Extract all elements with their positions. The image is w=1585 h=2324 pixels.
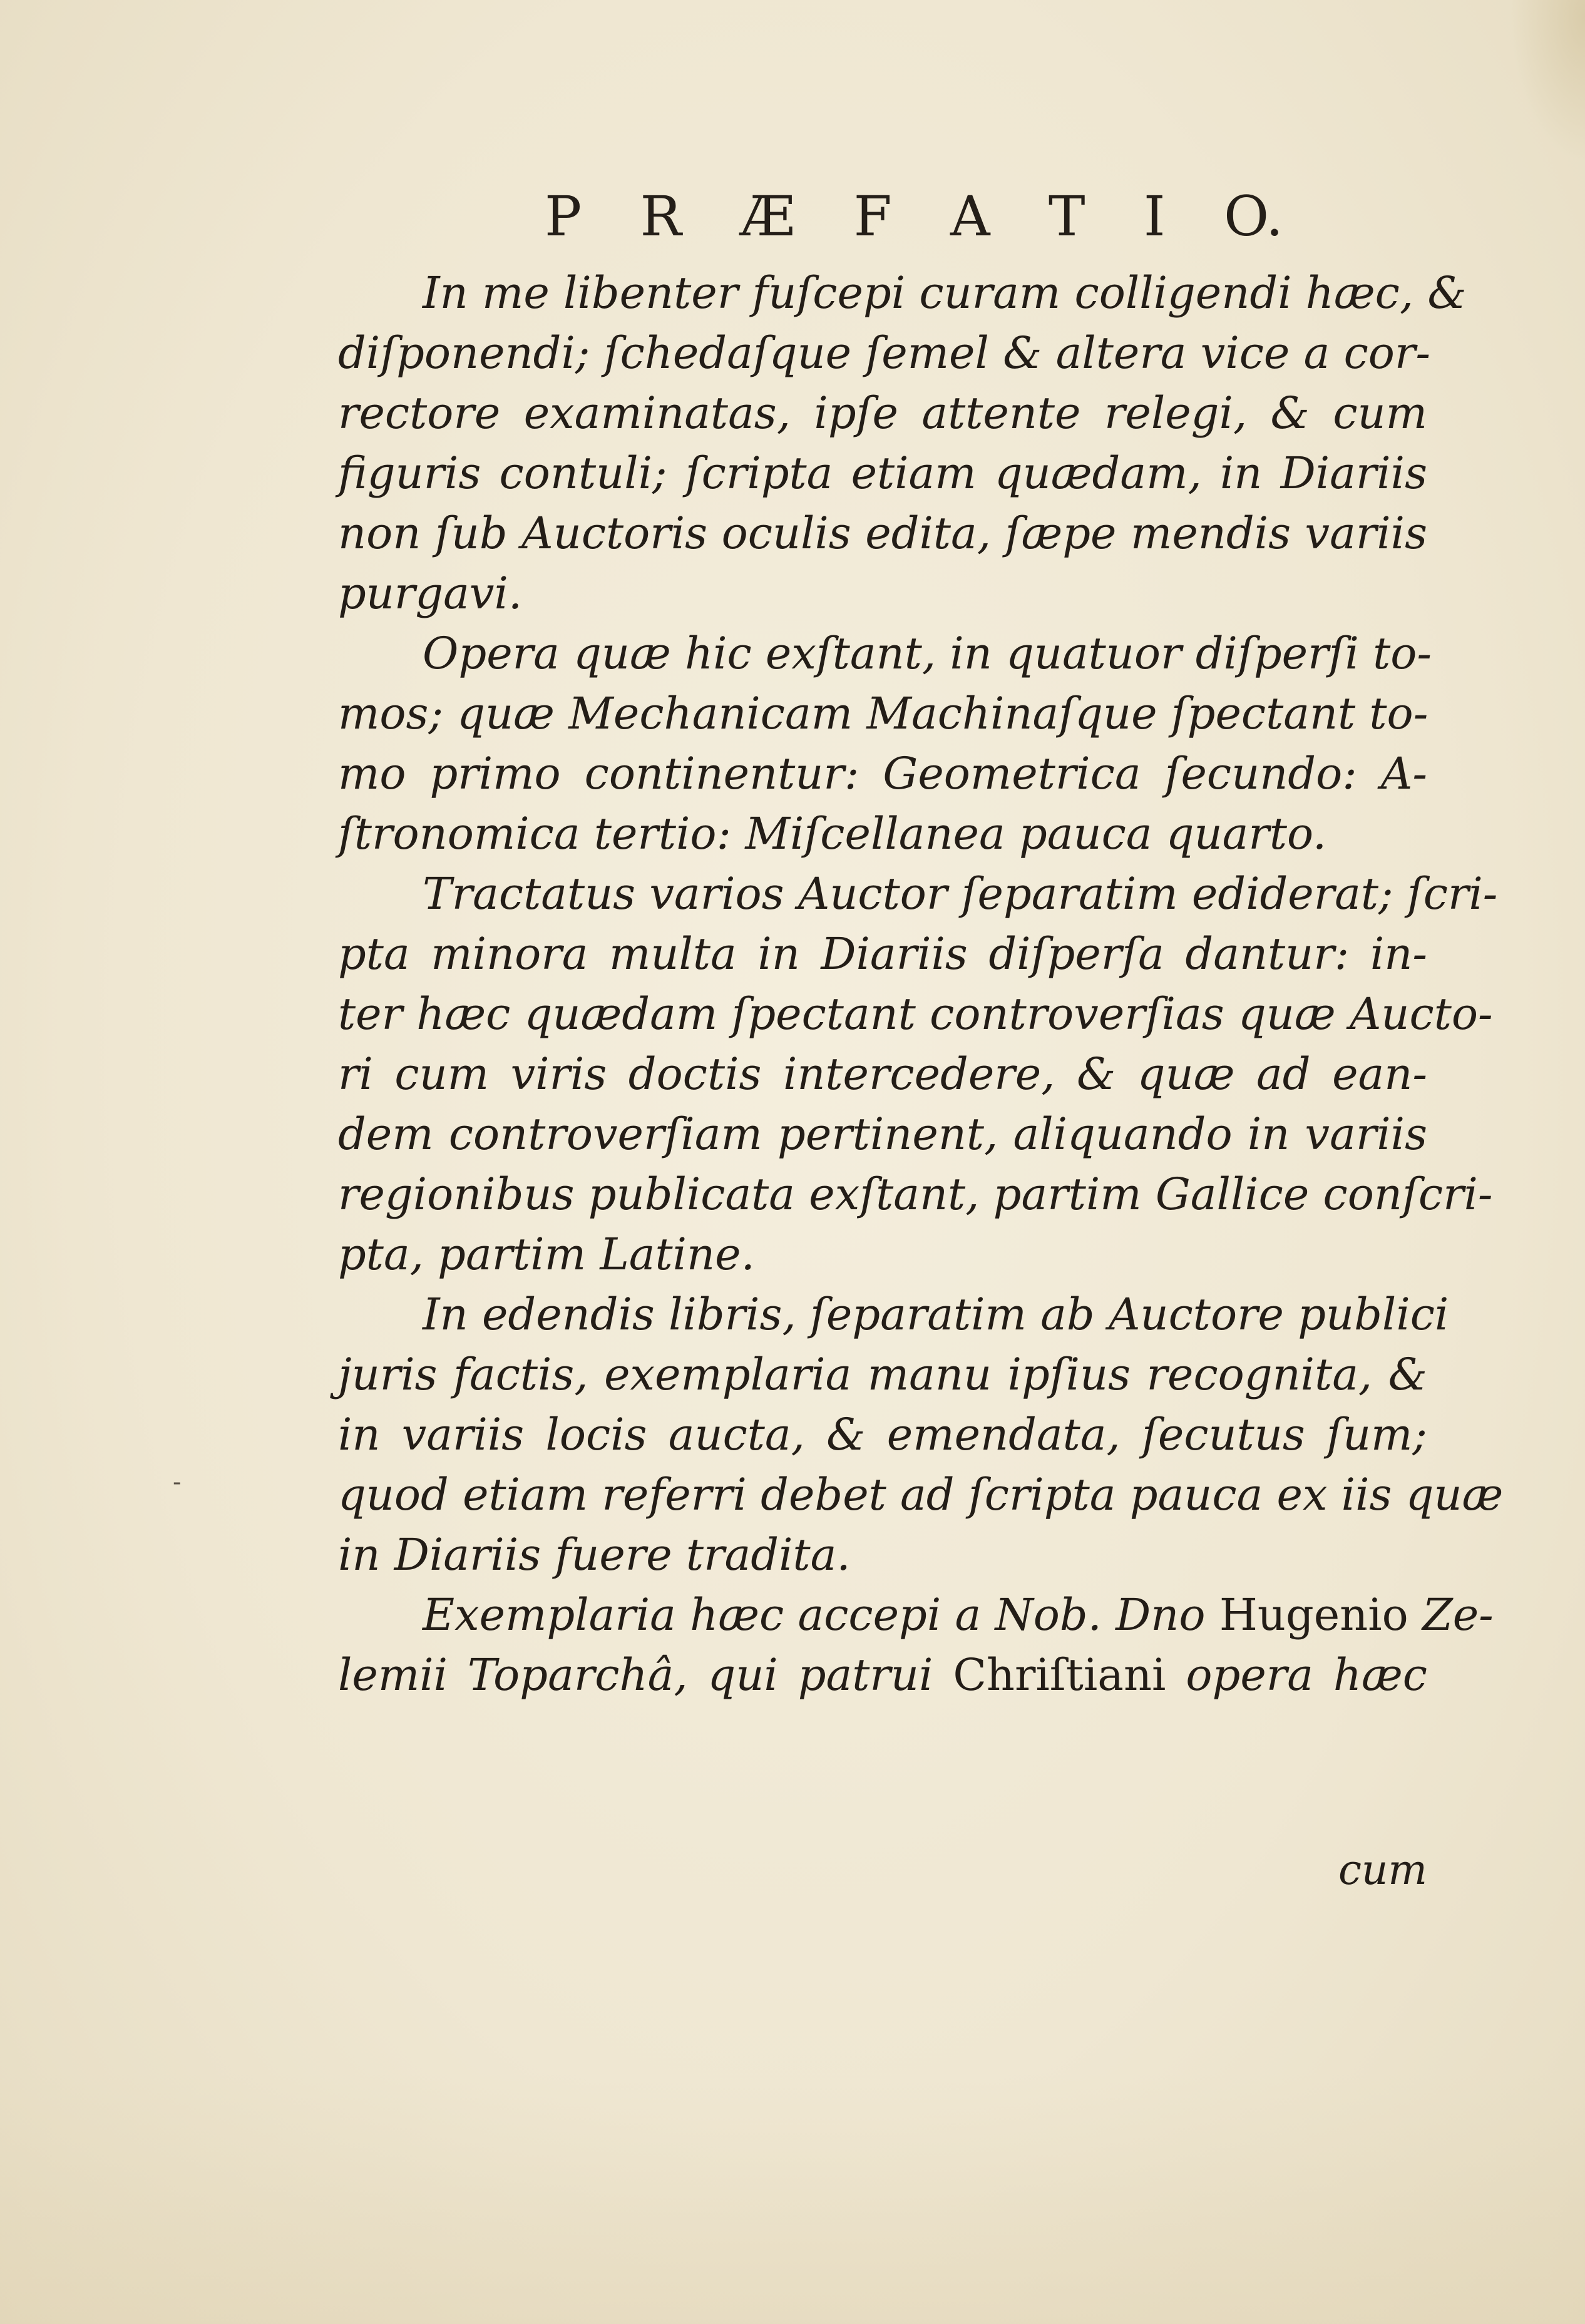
text-line: in Diariis fuere tradita. bbox=[338, 1529, 851, 1580]
stray-mark: - bbox=[173, 1468, 182, 1497]
text-line: In edendis libris, ſeparatim ab Auctore publici bbox=[423, 1289, 1449, 1340]
heading-letter: I bbox=[1143, 183, 1166, 248]
text-line: quod etiam referri debet ad ſcripta pauca ex iis quæ bbox=[338, 1469, 1504, 1520]
text-line: Tractatus varios Auctor ſeparatim ediderat; ſcri- bbox=[423, 868, 1498, 919]
text-line: mos; quæ Mechanicam Machinaſque ſpectant to- bbox=[338, 688, 1429, 739]
heading-letter: P bbox=[545, 183, 582, 248]
text-line: pta minora multa in Diariis diſperſa dantur: in- bbox=[338, 928, 1427, 980]
text-line-mixed bbox=[338, 1645, 1427, 1705]
catchword: cum bbox=[1338, 1846, 1427, 1894]
text-line: non ſub Auctoris oculis edita, ſæpe mendis variis bbox=[338, 508, 1427, 559]
text-line-mixed bbox=[423, 1585, 1494, 1645]
text-line: ri cum viris doctis intercedere, & quæ ad ean- bbox=[338, 1048, 1427, 1100]
text-line: juris factis, exemplaria manu ipſius recognita, & bbox=[338, 1349, 1427, 1400]
heading-letter: A bbox=[950, 183, 990, 248]
text-line: rectore examinatas, ipſe attente relegi, & cum bbox=[338, 387, 1427, 439]
text-segment: Exemplaria hæc accepi a Nob. Dno bbox=[423, 1589, 1206, 1641]
paper-shade bbox=[0, 2074, 1585, 2324]
page-heading bbox=[545, 178, 1283, 253]
text-line: In me libenter fuſcepi curam colligendi hæc, & bbox=[423, 267, 1467, 319]
text-segment: opera hæc bbox=[1186, 1649, 1427, 1701]
text-segment: Ze- bbox=[1422, 1589, 1494, 1641]
text-line: figuris contuli; ſcripta etiam quædam, in Diariis bbox=[338, 448, 1427, 499]
heading-letter: Æ bbox=[740, 183, 796, 248]
text-segment-roman: Chriſtiani bbox=[953, 1649, 1166, 1701]
heading-letter: R bbox=[640, 183, 682, 248]
text-line: purgavi. bbox=[338, 568, 523, 619]
text-line: regionibus publicata exſtant, partim Gallice conſcri- bbox=[338, 1169, 1493, 1220]
text-line: dem controverſiam pertinent, aliquando in variis bbox=[338, 1108, 1427, 1160]
text-line: mo primo continentur: Geometrica ſecundo: A- bbox=[338, 748, 1427, 799]
paper-stain bbox=[1510, 0, 1585, 163]
text-line: ter hæc quædam ſpectant controverſias quæ Aucto- bbox=[338, 988, 1493, 1040]
text-segment-roman: Hugenio bbox=[1219, 1589, 1408, 1641]
heading-letter: T bbox=[1048, 183, 1085, 248]
text-segment: lemii Toparchâ, qui patrui bbox=[338, 1649, 933, 1701]
text-line: Opera quæ hic exſtant, in quatuor diſperſi to- bbox=[423, 628, 1432, 679]
text-line: pta, partim Latine. bbox=[338, 1229, 755, 1280]
text-line: ſtronomica tertio: Miſcellanea pauca quarto. bbox=[338, 808, 1327, 859]
heading-letter: F bbox=[853, 183, 892, 248]
text-line: diſponendi; ſchedaſque ſemel & altera vice a cor- bbox=[338, 327, 1431, 379]
heading-letter: O. bbox=[1223, 183, 1283, 248]
text-line: in variis locis aucta, & emendata, ſecutus ſum; bbox=[338, 1409, 1427, 1460]
